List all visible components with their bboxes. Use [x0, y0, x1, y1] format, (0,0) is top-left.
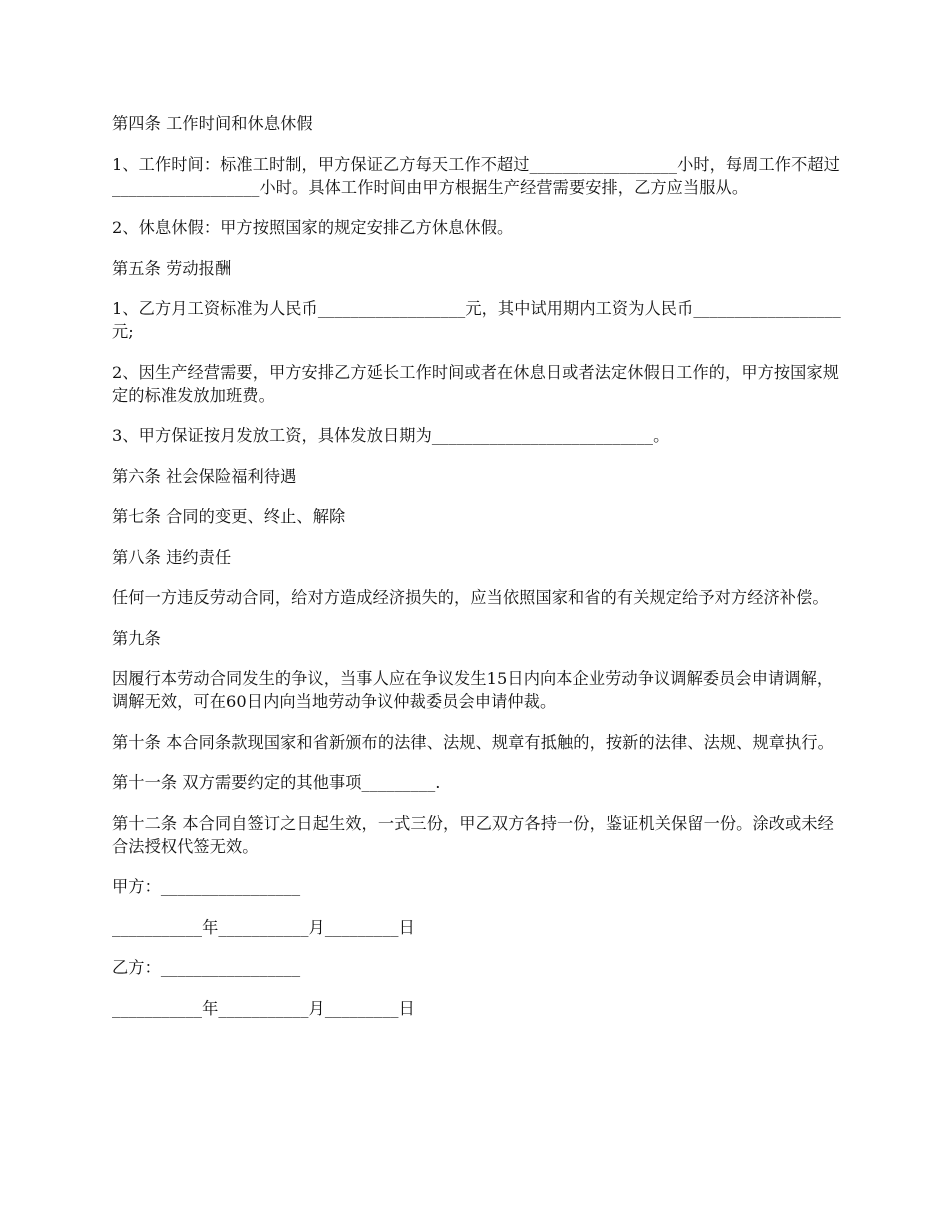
paragraph-breach-compensation: 任何一方违反劳动合同，给对方造成经济损失的，应当依照国家和省的有关规定给予对方经济补偿。: [112, 588, 829, 607]
section-heading-article-8: 第八条 违约责任: [112, 547, 232, 567]
signature-party-a: 甲方：_________________: [112, 877, 301, 896]
section-heading-article-4: 第四条 工作时间和休息休假: [112, 114, 313, 133]
paragraph-pay-date: 3、甲方保证按月发放工资，具体发放日期为___________________________。: [112, 426, 670, 445]
paragraph-article-12: 第十二条 本合同自签订之日起生效，一式三份，甲乙双方各持一份，鉴证机关保留一份。涂改或未经合法授权代签无效。: [112, 813, 834, 856]
paragraph-monthly-salary: 1、乙方月工资标准为人民币__________________元，其中试用期内工资为人民币__________________元;: [112, 299, 841, 341]
section-heading-article-5: 第五条 劳动报酬: [112, 258, 232, 278]
paragraph-article-11: 第十一条 双方需要约定的其他事项_________.: [112, 773, 441, 792]
paragraph-article-10: 第十条 本合同条款现国家和省新颁布的法律、法规、规章有抵触的，按新的法律、法规、规章执行。: [112, 732, 834, 752]
section-heading-article-9: 第九条: [112, 628, 161, 648]
paragraph-rest-leave: 2、休息休假：甲方按照国家的规定安排乙方休息休假。: [112, 218, 514, 237]
paragraph-dispute-resolution: 因履行本劳动合同发生的争议，当事人应在争议发生15日内向本企业劳动争议调解委员会申请调解，调解无效，可在60日内向当地劳动争议仲裁委员会申请仲裁。: [112, 669, 834, 711]
document-body: [112, 112, 842, 1037]
section-heading-article-7: 第七条 合同的变更、终止、解除: [112, 507, 346, 526]
date-line-party-b: ___________年___________月_________日: [112, 998, 415, 1018]
paragraph-overtime-pay: 2、因生产经营需要，甲方安排乙方延长工作时间或者在休息日或者法定休假日工作的，甲方按国家规定的标准发放加班费。: [112, 362, 840, 405]
date-line-party-a: ___________年___________月_________日: [112, 917, 415, 937]
signature-party-b: 乙方：_________________: [112, 958, 301, 977]
section-heading-article-6: 第六条 社会保险福利待遇: [112, 466, 297, 486]
paragraph-working-hours: 1、工作时间：标准工时制，甲方保证乙方每天工作不超过__________________小时，每周工作不超过__________________小时。具体工作时间由甲方根据生产经营需要安排，乙方应当服从。: [112, 154, 840, 197]
